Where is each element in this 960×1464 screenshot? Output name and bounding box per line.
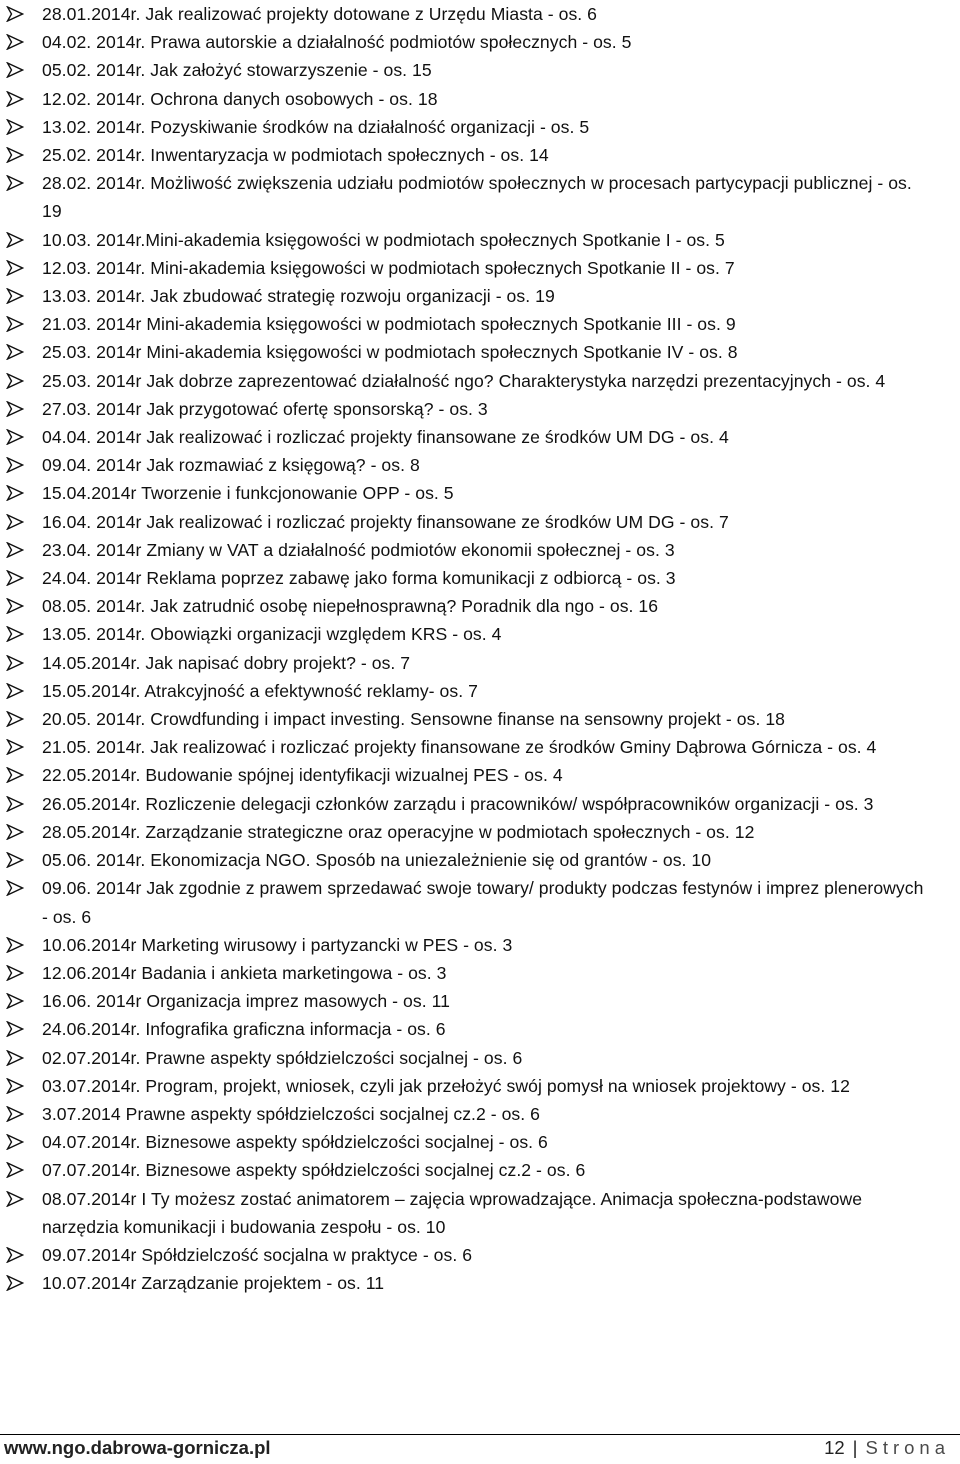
arrowhead-bullet-icon: [6, 91, 24, 107]
list-item: [0, 1072, 960, 1100]
list-item: [0, 874, 960, 930]
list-item-text: 16.06. 2014r Organizacja imprez masowych - os. 11: [42, 991, 450, 1012]
list-item-text: 21.03. 2014r Mini-akademia księgowości w podmiotach społecznych Spotkanie III - os. 9: [42, 314, 736, 335]
arrowhead-bullet-icon: [6, 1134, 24, 1150]
list-item: [0, 677, 960, 705]
list-item: [0, 1241, 960, 1269]
list-item: [0, 790, 960, 818]
list-item-text: 10.07.2014r Zarządzanie projektem - os. 11: [42, 1273, 385, 1294]
list-item-text: 20.05. 2014r. Crowdfunding i impact investing. Sensowne finanse na sensowny projekt - os. 18: [42, 709, 785, 730]
arrowhead-bullet-icon: [6, 1162, 24, 1178]
arrowhead-bullet-icon: [6, 880, 24, 896]
arrowhead-bullet-icon: [6, 683, 24, 699]
arrowhead-bullet-icon: [6, 598, 24, 614]
list-item: [0, 226, 960, 254]
list-item-text: 08.07.2014r I Ty możesz zostać animatorem – zajęcia wprowadzające. Animacja społeczna-podstawowe narzędzia komunikacji i budowania zespołu - os. 10: [42, 1188, 863, 1237]
list-item-text: 13.02. 2014r. Pozyskiwanie środków na działalność organizacji - os. 5: [42, 116, 590, 137]
list-item-text: 07.07.2014r. Biznesowe aspekty spółdzielczości socjalnej cz.2 - os. 6: [42, 1160, 586, 1181]
list-item: [0, 846, 960, 874]
arrowhead-bullet-icon: [6, 767, 24, 783]
arrowhead-bullet-icon: [6, 1106, 24, 1122]
arrowhead-bullet-icon: [6, 739, 24, 755]
list-item-text: 27.03. 2014r Jak przygotować ofertę sponsorską? - os. 3: [42, 398, 488, 419]
arrowhead-bullet-icon: [6, 542, 24, 558]
list-item-text: 12.03. 2014r. Mini-akademia księgowości w podmiotach społecznych Spotkanie II - os. 7: [42, 257, 735, 278]
arrowhead-bullet-icon: [6, 852, 24, 868]
list-item: [0, 508, 960, 536]
arrowhead-bullet-icon: [6, 373, 24, 389]
arrowhead-bullet-icon: [6, 62, 24, 78]
list-item-text: 04.04. 2014r Jak realizować i rozliczać projekty finansowane ze środków UM DG - os. 4: [42, 427, 729, 448]
arrowhead-bullet-icon: [6, 485, 24, 501]
list-item: [0, 1044, 960, 1072]
list-item: [0, 0, 960, 28]
list-item-text: 09.07.2014r Spółdzielczość socjalna w praktyce - os. 6: [42, 1244, 473, 1265]
arrowhead-bullet-icon: [6, 34, 24, 50]
arrowhead-bullet-icon: [6, 147, 24, 163]
arrowhead-bullet-icon: [6, 457, 24, 473]
list-item: [0, 761, 960, 789]
list-item-text: 28.02. 2014r. Możliwość zwiększenia udziału podmiotów społecznych w procesach partycypacji publicznej - os. 19: [42, 173, 912, 222]
list-item-text: 10.06.2014r Marketing wirusowy i partyzancki w PES - os. 3: [42, 934, 513, 955]
arrowhead-bullet-icon: [6, 401, 24, 417]
list-item-text: 14.05.2014r. Jak napisać dobry projekt? - os. 7: [42, 652, 411, 673]
list-item: [0, 1156, 960, 1184]
arrowhead-bullet-icon: [6, 344, 24, 360]
arrowhead-bullet-icon: [6, 288, 24, 304]
list-item: [0, 705, 960, 733]
list-item: [0, 592, 960, 620]
list-item-text: 28.05.2014r. Zarządzanie strategiczne oraz operacyjne w podmiotach społecznych - os. 12: [42, 821, 755, 842]
list-item: [0, 1269, 960, 1297]
arrowhead-bullet-icon: [6, 119, 24, 135]
arrowhead-bullet-icon: [6, 1247, 24, 1263]
list-item: [0, 733, 960, 761]
list-item: [0, 367, 960, 395]
list-item-text: 04.02. 2014r. Prawa autorskie a działalność podmiotów społecznych - os. 5: [42, 32, 632, 53]
list-item-text: 25.03. 2014r Jak dobrze zaprezentować działalność ngo? Charakterystyka narzędzi prezentacyjnych - os. 4: [42, 370, 886, 391]
list-item: [0, 28, 960, 56]
list-item: [0, 338, 960, 366]
list-item: [0, 310, 960, 338]
list-item-text: 3.07.2014 Prawne aspekty spółdzielczości socjalnej cz.2 - os. 6: [42, 1103, 540, 1124]
list-item: [0, 141, 960, 169]
list-item: [0, 649, 960, 677]
list-item: [0, 959, 960, 987]
list-item-text: 28.01.2014r. Jak realizować projekty dotowane z Urzędu Miasta - os. 6: [42, 4, 598, 24]
arrowhead-bullet-icon: [6, 711, 24, 727]
footer-divider: [0, 1434, 960, 1435]
list-item: [0, 395, 960, 423]
list-item: [0, 451, 960, 479]
list-item: [0, 85, 960, 113]
arrowhead-bullet-icon: [6, 1191, 24, 1207]
arrowhead-bullet-icon: [6, 232, 24, 248]
list-item-text: 21.05. 2014r. Jak realizować i rozliczać projekty finansowane ze środków Gminy Dąbrowa Górnicza - os. 4: [42, 737, 877, 758]
list-item: [0, 479, 960, 507]
list-item-text: 13.05. 2014r. Obowiązki organizacji względem KRS - os. 4: [42, 624, 502, 645]
list-item-text: 26.05.2014r. Rozliczenie delegacji członków zarządu i pracowników/ współpracowników organizacji - os. 3: [42, 793, 874, 814]
list-item: [0, 423, 960, 451]
list-item: [0, 56, 960, 84]
arrowhead-bullet-icon: [6, 175, 24, 191]
list-item-text: 09.06. 2014r Jak zgodnie z prawem sprzedawać swoje towary/ produkty podczas festynów i imprez plenerowych - os. 6: [42, 878, 924, 927]
list-item: [0, 1185, 960, 1241]
page-separator: |: [852, 1437, 858, 1458]
list-item-text: 12.02. 2014r. Ochrona danych osobowych - os. 18: [42, 88, 438, 109]
arrowhead-bullet-icon: [6, 824, 24, 840]
list-item-text: 02.07.2014r. Prawne aspekty spółdzielczości socjalnej - os. 6: [42, 1047, 523, 1068]
arrowhead-bullet-icon: [6, 1078, 24, 1094]
list-item: [0, 254, 960, 282]
list-item-text: 12.06.2014r Badania i ankieta marketingowa - os. 3: [42, 962, 447, 983]
arrowhead-bullet-icon: [6, 796, 24, 812]
list-item-text: 10.03. 2014r.Mini-akademia księgowości w podmiotach społecznych Spotkanie I - os. 5: [42, 229, 725, 250]
list-item: [0, 1015, 960, 1043]
list-item: [0, 169, 960, 225]
arrowhead-bullet-icon: [6, 965, 24, 981]
arrowhead-bullet-icon: [6, 993, 24, 1009]
page-number-label: [824, 1437, 950, 1459]
list-item-text: 22.05.2014r. Budowanie spójnej identyfikacji wizualnej PES - os. 4: [42, 765, 563, 786]
arrowhead-bullet-icon: [6, 655, 24, 671]
list-item: [0, 931, 960, 959]
list-item-text: 05.06. 2014r. Ekonomizacja NGO. Sposób na uniezależnienie się od grantów - os. 10: [42, 850, 712, 871]
list-item-text: 13.03. 2014r. Jak zbudować strategię rozwoju organizacji - os. 19: [42, 286, 555, 307]
arrowhead-bullet-icon: [6, 937, 24, 953]
arrowhead-bullet-icon: [6, 1275, 24, 1291]
page-number: 12: [824, 1437, 845, 1458]
list-item-text: 08.05. 2014r. Jak zatrudnić osobę niepełnosprawną? Poradnik dla ngo - os. 16: [42, 596, 659, 617]
arrowhead-bullet-icon: [6, 1021, 24, 1037]
arrowhead-bullet-icon: [6, 6, 24, 22]
list-item-text: 03.07.2014r. Program, projekt, wniosek, czyli jak przełożyć swój pomysł na wniosek projektowy - os. 12: [42, 1075, 850, 1096]
list-item-text: 24.04. 2014r Reklama poprzez zabawę jako forma komunikacji z odbiorcą - os. 3: [42, 568, 676, 589]
list-item: [0, 620, 960, 648]
list-item-text: 04.07.2014r. Biznesowe aspekty spółdzielczości socjalnej - os. 6: [42, 1132, 548, 1153]
arrowhead-bullet-icon: [6, 1050, 24, 1066]
page-footer: [0, 1424, 960, 1464]
list-item: [0, 564, 960, 592]
list-item-text: 15.04.2014r Tworzenie i funkcjonowanie OPP - os. 5: [42, 483, 454, 504]
list-item: [0, 987, 960, 1015]
arrowhead-bullet-icon: [6, 316, 24, 332]
arrowhead-bullet-icon: [6, 626, 24, 642]
list-item-text: 24.06.2014r. Infografika graficzna informacja - os. 6: [42, 1019, 446, 1040]
list-item-text: 15.05.2014r. Atrakcyjność a efektywność reklamy- os. 7: [42, 680, 478, 701]
list-item-text: 25.02. 2014r. Inwentaryzacja w podmiotach społecznych - os. 14: [42, 145, 549, 166]
list-item: [0, 1100, 960, 1128]
footer-url[interactable]: www.ngo.dabrowa-gornicza.pl: [4, 1437, 271, 1458]
list-item: [0, 113, 960, 141]
list-item-text: 05.02. 2014r. Jak założyć stowarzyszenie - os. 15: [42, 60, 432, 81]
arrowhead-bullet-icon: [6, 260, 24, 276]
list-item: [0, 818, 960, 846]
arrowhead-bullet-icon: [6, 570, 24, 586]
list-item-text: 16.04. 2014r Jak realizować i rozliczać projekty finansowane ze środków UM DG - os. 7: [42, 511, 729, 532]
page-word: Strona: [865, 1437, 950, 1458]
list-item: [0, 536, 960, 564]
arrowhead-bullet-icon: [6, 429, 24, 445]
list-item: [0, 282, 960, 310]
list-item-text: 09.04. 2014r Jak rozmawiać z księgową? - os. 8: [42, 455, 420, 476]
list-item-text: 23.04. 2014r Zmiany w VAT a działalność podmiotów ekonomii społecznej - os. 3: [42, 539, 675, 560]
arrowhead-bullet-icon: [6, 514, 24, 530]
list-item-text: 25.03. 2014r Mini-akademia księgowości w podmiotach społecznych Spotkanie IV - os. 8: [42, 342, 738, 363]
list-item: [0, 1128, 960, 1156]
